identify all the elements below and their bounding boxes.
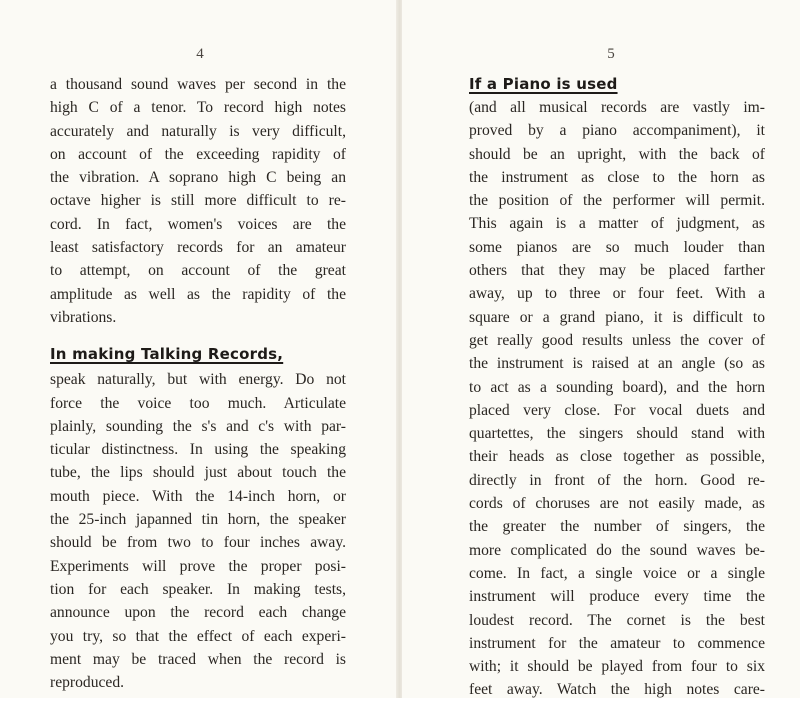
text-line: tion for each speaker. In making tests, [50,580,346,598]
text-line: on account of the exceeding rapidity of [50,145,346,163]
text-line: announce upon the record each change [50,604,346,622]
text-line: with; it should be played from four to six [469,658,765,676]
text-line: to attempt, on account of the great [50,262,346,280]
text-line: mouth piece. With the 14-inch horn, or [50,487,346,505]
text-line: speak naturally, but with energy. Do not [50,371,346,389]
text-line: Experiments will prove the proper posi- [50,557,346,575]
text-line: instrument for the amateur to commence [469,634,765,652]
text-line: quartettes, the singers should stand with [469,425,765,443]
text-line: octave higher is still more difficult to re- [50,192,346,210]
text-line: the 25-inch japanned tin horn, the speaker [50,511,346,529]
text-column [469,73,765,702]
text-line: accurately and naturally is very difficult, [50,122,346,140]
text-line: proved by a piano accompaniment), it [469,122,765,140]
text-line: some pianos are so much louder than [469,238,765,256]
text-line: feet away. Watch the high notes care- [469,681,765,699]
text-line: their heads as close together as possible, [469,448,765,466]
text-line: directly in front of the horn. Good re- [469,471,765,489]
left-page [0,0,398,698]
text-line: ticular distinctness. In using the speaking [50,441,346,459]
text-line: placed very close. For vocal duets and [469,401,765,419]
text-line: others that they may be placed farther [469,262,765,280]
text-line: amplitude as well as the rapidity of the [50,285,346,303]
text-line: the position of the performer will permit. [469,192,765,210]
text-line: high C of a tenor. To record high notes [50,99,346,117]
text-line: the instrument is raised at an angle (so as [469,355,765,373]
text-line: (and all musical records are vastly im- [469,99,765,116]
text-line: you try, so that the effect of each experi- [50,627,346,645]
text-line: a thousand sound waves per second in the [50,76,346,93]
text-line: instrument will produce every time the [469,588,765,606]
text-line: plainly, sounding the s's and c's with par- [50,417,346,435]
text-line: the vibration. A soprano high C being an [50,169,346,187]
text-line: loudest record. The cornet is the best [469,611,765,629]
text-line: This again is a matter of judgment, as [469,215,765,233]
text-line: get really good results unless the cover of [469,331,765,349]
text-line: tube, the lips should just about touch the [50,464,346,482]
text-line: more complicated do the sound waves be- [469,541,765,559]
text-line: the greater the number of singers, the [469,518,765,536]
text-line: away, up to three or four feet. With a [469,285,765,303]
text-line: should be from two to four inches away. [50,534,346,552]
text-line: the instrument as close to the horn as [469,168,765,186]
text-line: reproduced. [50,674,125,692]
text-line: should be an upright, with the back of [469,145,765,163]
text-line: force the voice too much. Articulate [50,394,346,412]
text-line: to act as a sounding board), and the horn [469,378,765,396]
text-line: vibrations. [50,308,117,326]
text-line: cords of choruses are not easily made, as [469,495,765,513]
section-heading: In making Talking Records, [50,345,284,364]
section-heading: If a Piano is used [469,75,618,93]
text-column [50,73,346,694]
text-line: cord. In fact, women's voices are the [50,215,346,233]
right-page [402,0,800,698]
text-line: come. In fact, a single voice or a single [469,564,765,582]
page-number: 4 [196,46,204,62]
text-line: least satisfactory records for an amateur [50,239,346,257]
text-line: ment may be traced when the record is [50,650,346,668]
text-line: square or a grand piano, it is difficult to [469,308,765,326]
page-number: 5 [607,46,615,62]
